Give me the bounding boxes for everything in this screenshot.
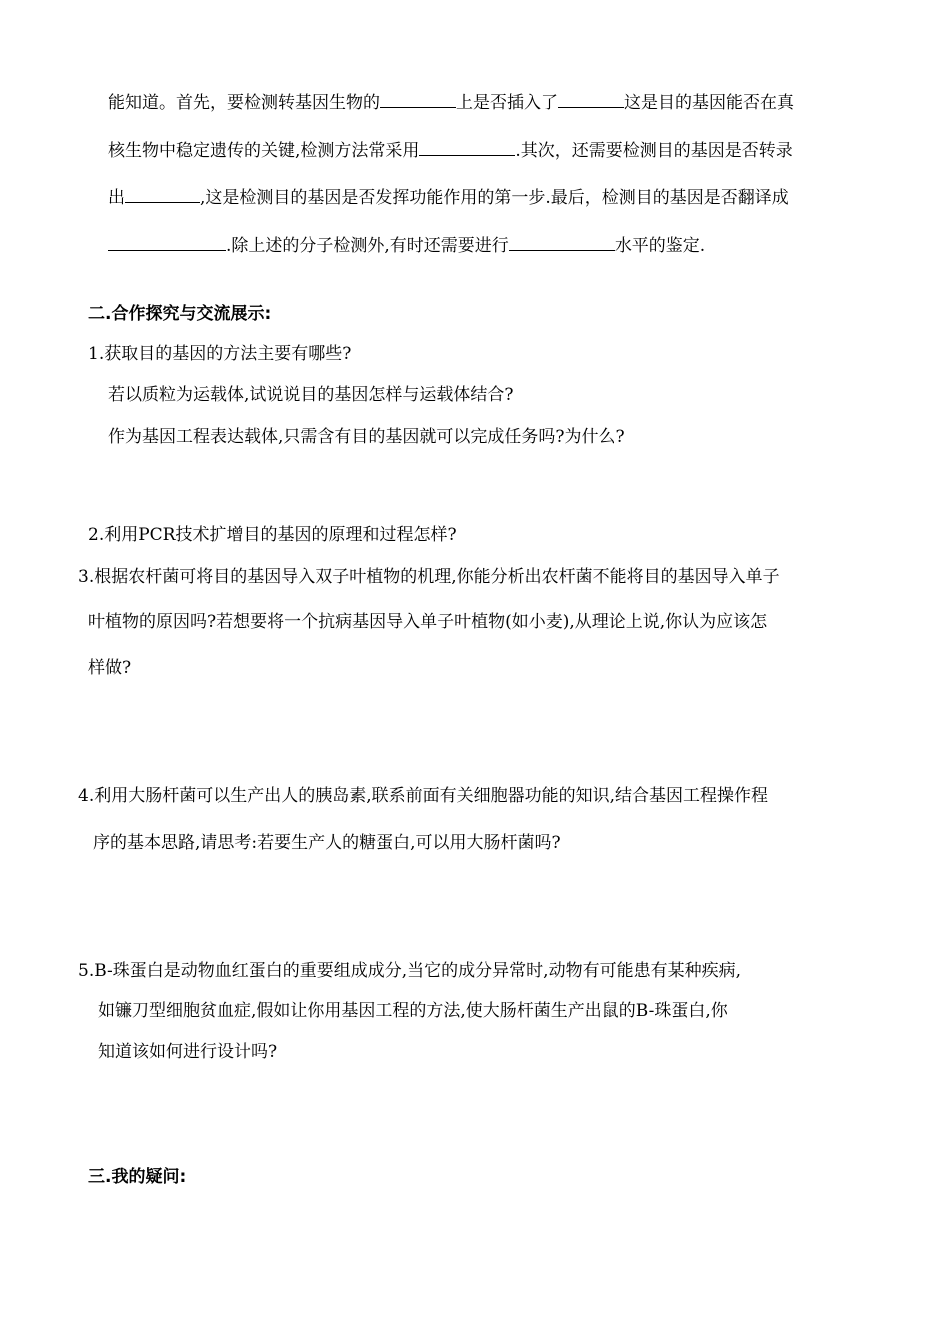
- intro-line-2-text-b: .其次，还需要检测目的基因是否转录: [515, 141, 793, 161]
- intro-line-1-text-c: 这是目的基因能否在真: [624, 93, 794, 113]
- question-3-line-3: 样做?: [88, 658, 132, 678]
- question-3-line-1: 3.根据农杆菌可将目的基因导入双子叶植物的机理,你能分析出农杆菌不能将目的基因导入单子: [78, 567, 780, 587]
- fill-blank[interactable]: [125, 187, 200, 203]
- intro-line-2: [108, 140, 793, 162]
- intro-line-3-text-b: ,这是检测目的基因是否发挥功能作用的第一步.最后，检测目的基因是否翻译成: [200, 188, 789, 208]
- question-4-line-1: 4.利用大肠杆菌可以生产出人的胰岛素,联系前面有关细胞器功能的知识,结合基因工程操作程: [78, 786, 769, 806]
- intro-line-4-text-a: .除上述的分子检测外,有时还需要进行: [226, 236, 509, 256]
- intro-line-1: [108, 92, 794, 114]
- intro-line-1-text-a: 能知道。首先，要检测转基因生物的: [108, 93, 380, 113]
- fill-blank[interactable]: [419, 140, 515, 156]
- intro-line-2-text-a: 核生物中稳定遗传的关键,检测方法常采用: [108, 141, 420, 161]
- fill-blank[interactable]: [509, 235, 615, 251]
- question-1-sub-2: 作为基因工程表达载体,只需含有目的基因就可以完成任务吗?为什么?: [108, 427, 625, 447]
- intro-line-4-text-b: 水平的鉴定.: [614, 236, 706, 256]
- intro-line-3-text-a: 出: [108, 188, 125, 208]
- question-5-line-3: 知道该如何进行设计吗?: [98, 1042, 278, 1062]
- question-4-line-2: 序的基本思路,请思考:若要生产人的糖蛋白,可以用大肠杆菌吗?: [93, 833, 561, 853]
- intro-line-4: [108, 235, 705, 257]
- question-5-line-1: 5.B-珠蛋白是动物血红蛋白的重要组成成分,当它的成分异常时,动物有可能患有某种疾病,: [78, 961, 741, 981]
- question-1-sub-1: 若以质粒为运载体,试说说目的基因怎样与运载体结合?: [108, 385, 514, 405]
- fill-blank[interactable]: [108, 235, 226, 251]
- intro-line-3: [108, 187, 789, 209]
- section-heading-2: 二.合作探究与交流展示:: [88, 304, 272, 324]
- fill-blank[interactable]: [380, 92, 456, 108]
- section-heading-3: 三.我的疑问:: [88, 1167, 187, 1187]
- intro-line-1-text-b: 上是否插入了: [456, 93, 558, 113]
- question-2: 2.利用PCR技术扩增目的基因的原理和过程怎样?: [88, 525, 457, 545]
- question-3-line-2: 叶植物的原因吗?若想要将一个抗病基因导入单子叶植物(如小麦),从理论上说,你认为应该怎: [88, 612, 768, 632]
- question-1: 1.获取目的基因的方法主要有哪些?: [88, 344, 352, 364]
- question-5-line-2: 如镰刀型细胞贫血症,假如让你用基因工程的方法,使大肠杆菌生产出鼠的B-珠蛋白,你: [98, 1001, 728, 1021]
- fill-blank[interactable]: [558, 92, 624, 108]
